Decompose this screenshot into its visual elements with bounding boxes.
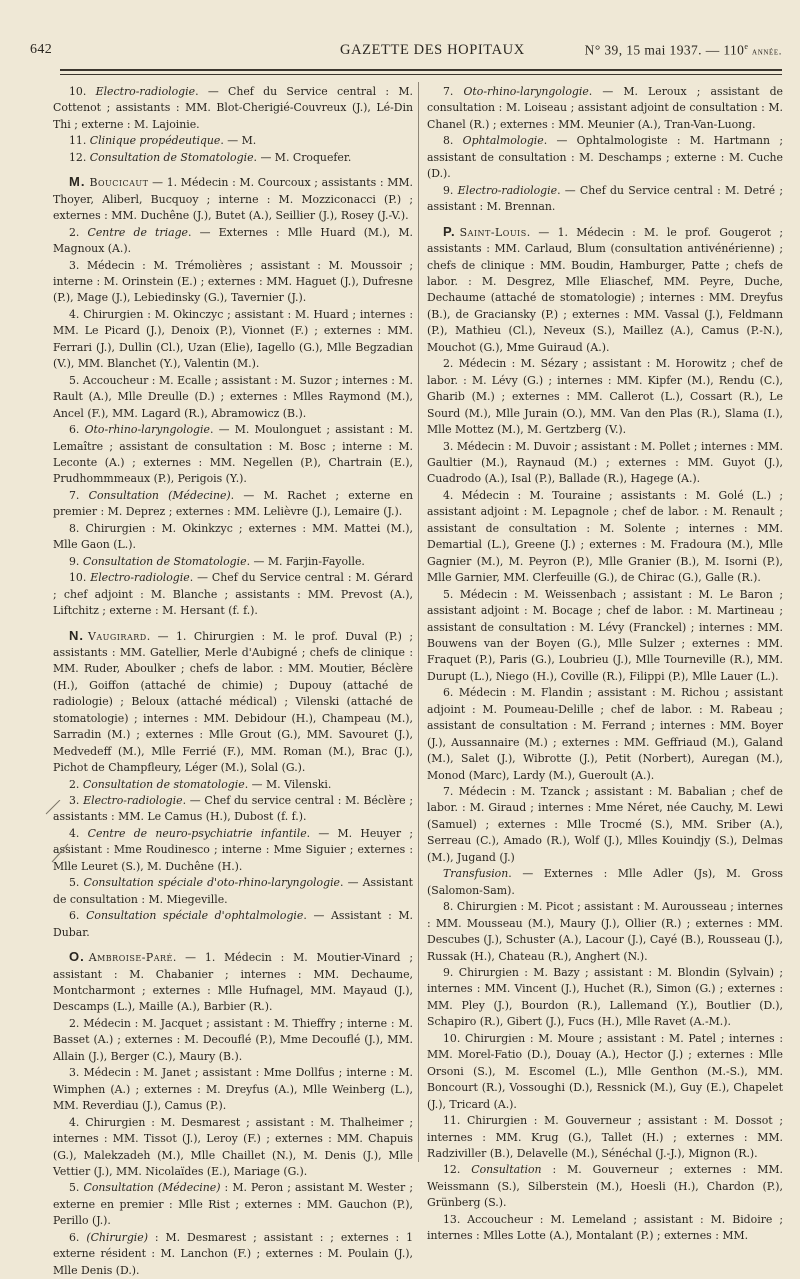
left-column — [53, 84, 413, 1279]
service-name: Consultation spéciale d'oto-rhino-laryngologie — [83, 876, 340, 890]
entry-text: 7. — [443, 85, 464, 98]
hospital-name: Saint-Louis — [459, 225, 527, 239]
service-entry — [53, 793, 413, 826]
entry-text: . — 1. Médecin : M. Moutier-Vinard ; assistant : M. Chabanier ; internes : MM. Dechaume, Montcharmont ; externes : Mlle Hufnagel, MM. Mayaud (J.), Descamps (L.), Maille (A.), Barbier (R.). — [53, 951, 413, 1014]
service-entry — [53, 570, 413, 619]
entry-text: 6. Médecin : M. Flandin ; assistant : M. Richou ; assistant adjoint : M. Poumeau-Delille ; chef de labor. : M. Rabeau ; assistant de consultation : M. Ferrand ; internes : MM. Boyer (J.), Aussannaire (M.) ; externes : MM. Geffriaud (M.), Galand (M.), Salet (J.), Wibrotte (J.), Petit (Norbert), Auregan (M.), Monod (Marc), Lardy (M.), Gueroult (A.). — [427, 686, 783, 782]
service-name: Consultation — [471, 1163, 542, 1177]
entry-text: 11. — [69, 134, 90, 148]
service-name: Transfusion — [443, 867, 509, 881]
header-rule-thick — [60, 69, 782, 71]
entry-text: 3. Médecin : M. Janet ; assistant : Mme Dollfus ; interne : M. Wimphen (A.) ; externes : M. Dreyfus (A.), Mlle Weinberg (L.), MM. Reverdiau (J.), Camus (P.). — [53, 1066, 413, 1113]
service-name: Electro-radiologie — [90, 571, 190, 585]
service-entry — [53, 1180, 413, 1229]
entry-text: 5. — [69, 876, 84, 890]
service-name: Electro-radiologie — [95, 85, 196, 98]
service-entry — [53, 1065, 413, 1114]
service-name: Consultation de Stomatologie — [82, 554, 247, 568]
column-divider — [418, 82, 419, 1162]
entry-text: 7. — [69, 488, 89, 502]
entry-text: 6. — [69, 909, 87, 923]
entry-text: 5. Médecin : M. Weissenbach ; assistant : M. Le Baron ; assistant adjoint : M. Bocage ; chef de labor. : M. Martineau ; assistant de consultation : M. Lévy (Franckel) ; internes : MM. Bouwens van der Boyen (G.), Mlle Sulzer ; externes : MM. Fraquet (P.), Paris (G.), Loubrieu (J.), Mlle Tourneville (R.), MM. Durupt (L.), Niego (H.), Coville (R.), Filippi (P.), Mlle Lauer (L.). — [427, 587, 783, 683]
entry-text: . — Ophtalmologiste : M. Hartmann ; assistant de consultation : M. Deschamps ; externe : M. Cuche (D.). — [427, 134, 783, 181]
service-name: Centre de neuro-psychiatrie infantile — [87, 826, 307, 840]
service-name: Consultation spéciale d'ophtalmologie — [86, 909, 304, 923]
entry-text: 8. — [443, 134, 463, 148]
service-entry — [427, 965, 783, 1031]
entry-text: 7. Médecin : M. Tzanck ; assistant : M. Babalian ; chef de labor. : M. Giraud ; internes : Mme Néret, née Cauchy, M. Lewi (Samuel) ; externes : Mlle Trocmé (S.), MM. Sriber (A.), Serreau (C.), Amado (R.), Wolf (J.), Mlles Kouindjy (S.), Delmas (M.), Jugand (J.) — [427, 785, 783, 864]
entry-text: 3. — [69, 794, 84, 808]
issue-suffix: année. — [752, 46, 782, 58]
hospital-section — [427, 224, 783, 357]
service-entry — [427, 488, 783, 587]
entry-text: . — Assistant : M. Dubar. — [53, 909, 414, 939]
service-entry — [53, 826, 413, 875]
entry-text: 4. Chirurgien : M. Okinczyc ; assistant : M. Huard ; internes : MM. Le Picard (J.), Denoix (P.), Vionnet (F.) ; externes : MM. Ferrari (J.), Dullin (Cl.), Uzan (Elie), Iagello (G.), Mlle Begzadian (V.), MM. Blanchet (Y.), Valentin (M.). — [53, 307, 413, 371]
service-entry — [427, 133, 783, 182]
service-entry — [53, 150, 413, 166]
service-entry — [53, 1230, 413, 1279]
entry-text: : M. Gouverneur ; externes : MM. Weissmann (S.), Silberstein (M.), Hoesli (H.), Chardon (P.), Grünberg (S.). — [427, 1163, 783, 1210]
service-name: Consultation (Médecine) — [88, 488, 231, 502]
entry-text: . — Chef du Service central : M. Gérard ; chef adjoint : M. Blanche ; assistants : MM. Prevost (A.), Liftchitz ; externe : M. Hersant (f. f.). — [53, 571, 413, 618]
hospital-section — [53, 174, 413, 224]
entry-text: . — Assistant de consultation : M. Miegeville. — [53, 876, 413, 906]
service-name: (Chirurgie) — [86, 1230, 148, 1244]
service-entry — [427, 587, 783, 686]
entry-text: 9. Chirurgien : M. Bazy ; assistant : M. Blondin (Sylvain) ; internes : MM. Vincent (J.), Huchet (R.), Simon (G.) ; externes : MM. Pley (J.), Bourdon (R.), Lallemand (Y.), Boutlier (D.), Schapiro (R.), Gibert (J.), Fucs (H.), Mlle Ravet (A.-M.). — [427, 966, 783, 1029]
entry-text: 10. Chirurgien : M. Moure ; assistant : M. Patel ; internes : MM. Morel-Fatio (D.), Douay (A.), Hector (J.) ; externes : Mlle Orsoni (S.), M. Escomel (L.), Mlle Genthon (M.-S.), MM. Boncourt (R.), Vossoughi (D.), Ressnick (M.), Guy (E.), Chapelet (J.), Tricard (A.). — [427, 1031, 783, 1111]
service-name: Clinique propédeutique — [89, 134, 221, 148]
issue-sup: e — [744, 42, 749, 51]
entry-text: 10. — [69, 85, 96, 98]
service-entry — [427, 439, 783, 488]
entry-text: . — M. Rachet ; externe en premier : M. Deprez ; externes : MM. Lelièvre (J.), Lemaire (J.). — [53, 488, 413, 519]
entry-text: 6. — [69, 423, 85, 437]
entry-text: : M. Desmarest ; assistant : ; externes : 1 externe résident : M. Lanchon (F.) ; externes : M. Poulain (J.), Mlle Denis (D.). — [53, 1230, 414, 1277]
entry-text: 6. — [69, 1230, 87, 1244]
service-name: Electro-radiologie — [83, 794, 183, 808]
service-entry — [53, 373, 413, 422]
entry-text: . — M. Croquefer. — [253, 150, 352, 164]
entry-text: : M. Peron ; assistant M. Wester ; externe en premier : Mlle Rist ; externes : MM. Gauchon (P.), Perillo (J.). — [53, 1181, 413, 1228]
entry-text: . — M. — [220, 134, 257, 148]
service-entry — [427, 685, 783, 784]
service-entry — [53, 521, 413, 554]
service-entry — [427, 1113, 783, 1162]
journal-title: GAZETTE DES HOPITAUX — [340, 42, 525, 58]
entry-text: 10. — [69, 571, 91, 585]
entry-text: 5. Accoucheur : M. Ecalle ; assistant : M. Suzor ; internes : M. Rault (A.), Mlle Dreulle (D.) ; externes : Mlles Raymond (M.), Ancel (F.), MM. Lagard (R.), Abramowicz (B.). — [53, 373, 413, 420]
entry-text: 13. Accoucheur : M. Lemeland ; assistant : M. Bidoire ; internes : Mlles Lotte (A.), Montalant (P.) ; externes : MM. — [427, 1212, 783, 1243]
service-entry — [53, 1115, 413, 1181]
entry-text: . — Chef du service central : M. Béclère ; assistants : MM. Le Camus (H.), Dubost (f. f.). — [53, 794, 414, 824]
service-entry — [427, 1212, 783, 1245]
entry-text: 5. — [69, 1181, 84, 1195]
entry-text: . — Chef du Service central : M. Cottenot ; assistants : MM. Blot-Cherigié-Couvreux (J.), Lé-Din Thi ; externe : M. Lajoinie. — [53, 85, 413, 131]
service-entry — [427, 84, 783, 133]
entry-text: . — Chef du Service central : M. Detré ; assistant : M. Brennan. — [427, 183, 783, 214]
entry-text: 4. — [69, 826, 88, 840]
entry-text: 9. — [443, 183, 458, 197]
hospital-name: Vaugirard — [88, 629, 147, 643]
service-entry — [427, 1031, 783, 1113]
service-entry — [53, 422, 413, 488]
entry-text: 11. Chirurgien : M. Gouverneur ; assistant : M. Dossot ; internes : MM. Krug (G.), Tallet (H.) ; externes : MM. Radziviller (B.), Delavelle (M.), Sénéchal (J.-J.), Mignon (R.). — [427, 1114, 783, 1160]
entry-text: . — 1. Médecin : M. le prof. Gougerot ; assistants : MM. Carlaud, Blum (consultation antivénérienne) ; chefs de clinique : MM. Boudin, Hamburger, Patte ; chefs de labor. : M. Desgrez, Mlle Eliaschef, MM. Peyre, Duche, Dechaume (attaché de stomatologie) ; internes : MM. Dreyfus (B.), de Graciansky (P.) ; externes : MM. Vassal (J.), Feldmann (P.), Mathieu (Cl.), Neveux (S.), Maillez (A.), Camus (P.-N.), Mouchot (G.), Mme Guiraud (A.). — [427, 225, 783, 354]
service-name: Consultation de stomatologie — [82, 777, 245, 791]
issue-text: N° 39, 15 mai 1937. — 110 — [584, 42, 745, 58]
entry-text: 4. Médecin : M. Touraine ; assistants : M. Golé (L.) ; assistant adjoint : M. Lepagnole ; chef de labor. : M. Renault ; assistant de consultation : M. Solente ; internes : MM. Demartial (L.), Greene (J.) ; externes : M. Fradoura (M.), Mlle Gagnier (M.), M. Peyron (P.), Mlle Granier (B.), M. Isorni (P.), Mlle Garnier, MM. Clerfeuille (G.), de Chirac (G.), Galle (R.). — [427, 488, 783, 585]
entry-text: 12. — [443, 1163, 472, 1177]
service-entry — [427, 356, 783, 438]
service-entry — [53, 488, 413, 521]
service-entry — [427, 784, 783, 866]
hospital-name: Ambroise-Paré — [88, 951, 173, 965]
service-entry — [427, 866, 783, 899]
entry-text: 12. — [69, 150, 90, 164]
service-name: Electro-radiologie — [457, 183, 558, 197]
section-letter: O. — [69, 949, 85, 965]
entry-text: 8. Chirurgien : M. Okinkzyc ; externes : MM. Mattei (M.), Mlle Gaon (L.). — [53, 521, 413, 552]
entry-text: . — Externes : Mlle Huard (M.), M. Magnoux (A.). — [53, 225, 414, 256]
hospital-section — [53, 628, 413, 777]
service-name: Centre de triage — [87, 225, 188, 239]
entry-text: . — 1. Chirurgien : M. le prof. Duval (P.) ; assistants : MM. Gatellier, Merle d'Aubigné ; chefs de clinique : MM. Ruder, Aboulker ; chefs de labor. : MM. Moutier, Béclère (H.), Goiffon (attaché de chimie) ; Dupouy (attaché de radiologie) ; Beloux (attaché médical) ; Vilenski (attaché de stomatologie) ; internes : MM. Debidour (H.), Champeau (M.), Sarradin (M.) ; externes : Mlle Grout (G.), MM. Savouret (J.), Medvedeff (M.), Mlle Ferrié (F.), MM. Roman (M.), Brac (J.), Pichot de Champfleury, Léger (M.), Solal (G.). — [53, 629, 413, 775]
entry-text: 4. Chirurgien : M. Desmarest ; assistant : M. Thalheimer ; internes : MM. Tissot (J.), Leroy (F.) ; externes : MM. Chapuis (G.), Malekzadeh (M.), Mlle Chaillet (N.), M. Denis (J.), Mlle Vettier (J.), MM. Nicolaïdes (E.), Mariage (G.). — [53, 1115, 413, 1178]
page-number: 642 — [30, 42, 53, 57]
entry-text: 9. — [69, 554, 83, 568]
service-entry — [53, 908, 413, 941]
entry-text: 8. Chirurgien : M. Picot ; assistant : M. Aurousseau ; internes : MM. Mousseau (M.), Maury (J.), Ollier (R.) ; externes : MM. Descubes (J.), Schuster (A.), Lacour (J.), Cayé (B.), Rousseau (J.), Russak (H.), Chateau (R.), Anghert (N.). — [427, 900, 783, 963]
hospital-name: Boucicaut — [89, 176, 149, 190]
entry-text: 2. — [69, 225, 88, 239]
entry-text: . — Externes : Mlle Adler (Js), M. Gross (Salomon-Sam). — [427, 867, 783, 897]
entry-text: 3. Médecin : M. Duvoir ; assistant : M. Pollet ; internes : MM. Gaultier (M.), Raynaud (M.) ; externes : MM. Guyot (J.), Cuadrodo (A.), Isal (P.), Ballade (R.), Hagege (A.). — [427, 439, 783, 486]
service-entry — [427, 1162, 783, 1211]
service-entry — [53, 1016, 413, 1065]
service-name: Oto-rhino-laryngologie — [463, 85, 589, 98]
entry-text: 3. Médecin : M. Trémolières ; assistant : M. Moussoir ; interne : M. Orinstein (E.) ; externes : MM. Haguet (J.), Dufresne (P.), Mage (J.), Lebiedinsky (G.), Tavernier (J.). — [53, 258, 413, 305]
section-letter: M. — [69, 174, 86, 190]
service-entry — [53, 777, 413, 793]
page-header — [30, 38, 782, 64]
service-entry — [53, 133, 413, 149]
section-letter: N. — [69, 627, 84, 643]
service-entry — [53, 554, 413, 570]
entry-text: . — M. Vilenski. — [244, 777, 332, 791]
entry-text: . — M. Heuyer ; assistant : Mme Roudinesco ; interne : Mme Siguier ; externes : Mlle Leuret (S.), M. Duchêne (H.). — [53, 826, 413, 873]
entry-text: 2. Médecin : M. Jacquet ; assistant : M. Thieffry ; interne : M. Basset (A.) ; externes : M. Decouflé (P.), Mme Decouflé (J.), MM. Allain (J.), Berger (C.), Maury (B.). — [53, 1016, 413, 1063]
entry-text: . — M. Farjin-Fayolle. — [246, 554, 365, 568]
service-name: Oto-rhino-laryngologie — [84, 423, 210, 437]
right-column — [427, 84, 783, 1245]
entry-text: — 1. Médecin : M. Courcoux ; assistants : MM. Thoyer, Aliberl, Bucquoy ; interne : M. Mozziconacci (P.) ; externes : MM. Duchêne (J.), Butet (A.), Seillier (J.), Rosey (J.-V.). — [53, 176, 413, 223]
service-entry — [427, 899, 783, 965]
service-entry — [53, 307, 413, 373]
hospital-section — [53, 949, 413, 1016]
issue-info — [585, 42, 782, 59]
entry-text: . — M. Leroux ; assistant de consultation : M. Loiseau ; assistant adjoint de consultation : M. Chanel (R.) ; externes : MM. Meunier (A.), Tran-Van-Luong. — [427, 85, 783, 131]
service-entry — [53, 84, 413, 133]
service-entry — [53, 258, 413, 307]
entry-text: . — M. Moulonguet ; assistant : M. Lemaître ; assistant de consultation : M. Bosc ; interne : M. Leconte (A.) ; externes : MM. Negellen (P.), Chartrain (E.), Prudhommmeaux (P.), Perigois (Y.). — [53, 423, 413, 486]
service-name: Consultation (Médecine) — [83, 1181, 221, 1195]
service-name: Ophtalmologie — [462, 134, 544, 148]
service-entry — [427, 183, 783, 216]
entry-text: 2. Médecin : M. Sézary ; assistant : M. Horowitz ; chef de labor. : M. Lévy (G.) ; internes : MM. Kipfer (M.), Rendu (C.), Gharib (M.) ; externes : MM. Callerot (L.), Cossart (R.), Le Sourd (M.), Mlle Jurain (O.), MM. Van den Plas (R.), Slama (I.), Mlle Mottez (M.), M. Gertzberg (V.). — [427, 357, 783, 437]
service-entry — [53, 225, 413, 258]
service-entry — [53, 875, 413, 908]
entry-text: 2. — [69, 777, 83, 791]
service-name: Consultation de Stomatologie — [89, 150, 254, 164]
section-letter: P. — [443, 223, 456, 239]
header-rule-thin — [60, 74, 782, 75]
